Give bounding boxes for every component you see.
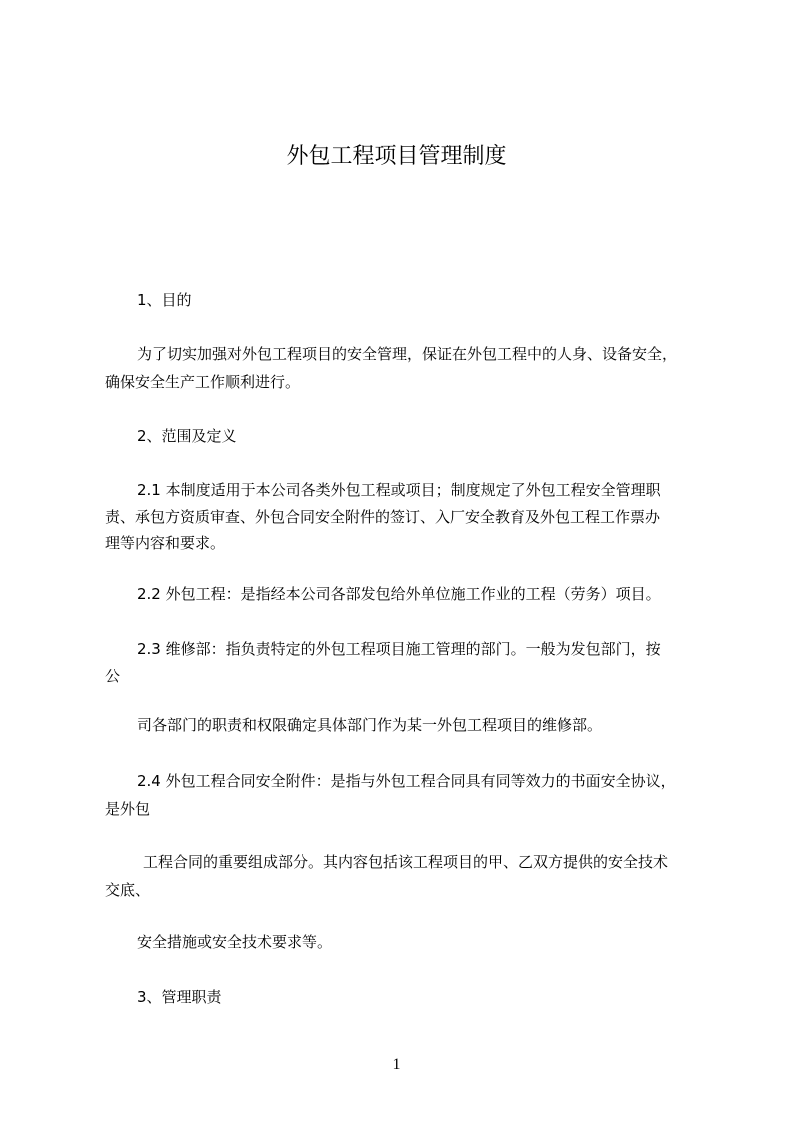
paragraph-line: 安全措施或安全技术要求等。 xyxy=(137,933,333,951)
section-heading-responsibilities: 3、管理职责 xyxy=(137,988,222,1006)
paragraph-line: 公 xyxy=(105,667,121,685)
document-title: 外包工程项目管理制度 xyxy=(286,144,507,169)
paragraph-line: 2.2 外包工程：是指经本公司各部发包给外单位施工作业的工程（劳务）项目。 xyxy=(137,585,661,603)
section-heading-scope: 2、范围及定义 xyxy=(137,427,237,445)
paragraph-line: 责、承包方资质审查、外包合同安全附件的签订、入厂安全教育及外包工程工作票办 xyxy=(105,508,661,526)
paragraph-line: 确保安全生产工作顺利进行。 xyxy=(105,373,301,391)
paragraph-line: 交底、 xyxy=(105,881,151,899)
paragraph-line: 为了切实加强对外包工程项目的安全管理，保证在外包工程中的人身、设备安全， xyxy=(137,345,678,363)
paragraph-line: 是外包 xyxy=(105,800,151,818)
section-heading-purpose: 1、目的 xyxy=(137,291,192,309)
paragraph-line: 司各部门的职责和权限确定具体部门作为某一外包工程项目的维修部。 xyxy=(137,716,603,734)
page-number: 1 xyxy=(392,1056,401,1073)
paragraph-line: 2.3 维修部：指负责特定的外包工程项目施工管理的部门。一般为发包部门，按 xyxy=(137,640,661,658)
paragraph-line: 2.4 外包工程合同安全附件：是指与外包工程合同具有同等效力的书面安全协议， xyxy=(137,772,676,790)
paragraph-line: 工程合同的重要组成部分。其内容包括该工程项目的甲、乙双方提供的安全技术 xyxy=(143,853,669,871)
paragraph-line: 2.1 本制度适用于本公司各类外包工程或项目；制度规定了外包工程安全管理职 xyxy=(137,481,661,499)
paragraph-line: 理等内容和要求。 xyxy=(105,534,226,552)
